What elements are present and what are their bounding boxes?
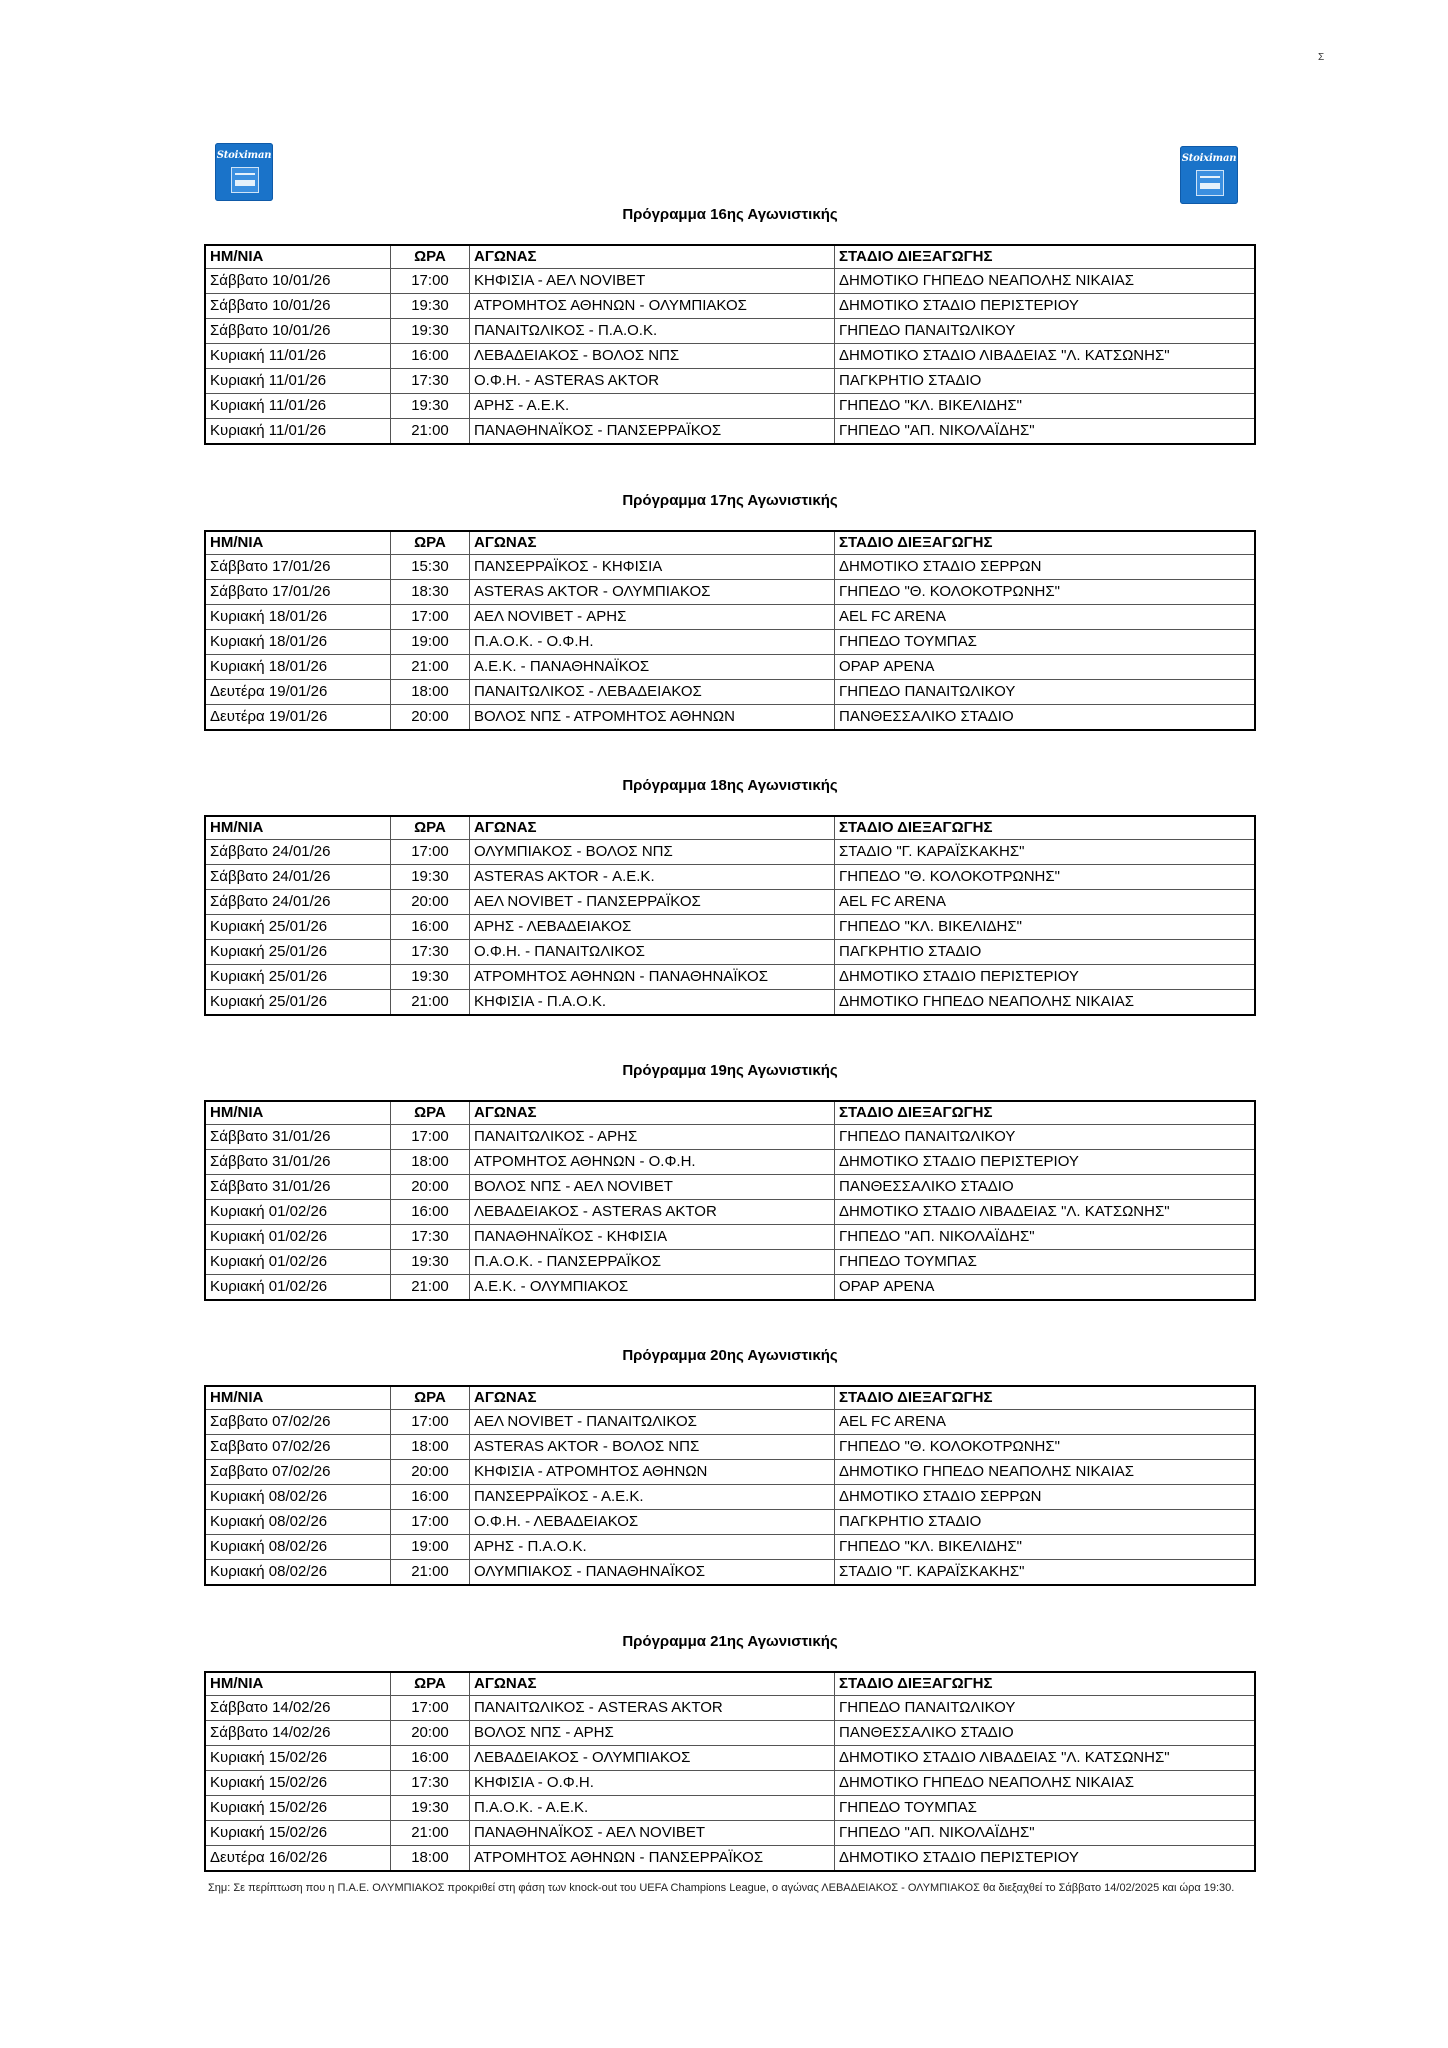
- cell-time: 17:00: [391, 1510, 470, 1535]
- cell-date: Κυριακή 15/02/26: [205, 1746, 391, 1771]
- cell-time: 21:00: [391, 1275, 470, 1301]
- cell-match: ΠΑΝΣΕΡΡΑΪΚΟΣ - Α.Ε.Κ.: [470, 1485, 835, 1510]
- cell-date: Κυριακή 15/02/26: [205, 1796, 391, 1821]
- cell-time: 16:00: [391, 1485, 470, 1510]
- footnote: Σημ: Σε περίπτωση που η Π.Α.Ε. ΟΛΥΜΠΙΑΚΟΣ προκριθεί στη φάση των knock-out του UEFA Champions League, ο αγώνας ΛΕΒΑΔΕΙΑΚΟΣ - ΟΛΥΜΠΙΑΚΟΣ θα διεξαχθεί το Σάββατο 14/02/2025 και ώρα 19:30.: [208, 1882, 1235, 1894]
- table-row: [205, 580, 1255, 605]
- table-row: [205, 1275, 1255, 1301]
- cell-venue: ΠΑΝΘΕΣΣΑΛΙΚΟ ΣΤΑΔΙΟ: [835, 1175, 1256, 1200]
- table-row: [205, 965, 1255, 990]
- cell-date: Σάββατο 31/01/26: [205, 1150, 391, 1175]
- cell-venue: ΔΗΜΟΤΙΚΟ ΣΤΑΔΙΟ ΛΙΒΑΔΕΙΑΣ "Λ. ΚΑΤΣΩΝΗΣ": [835, 344, 1256, 369]
- header-venue: ΣΤΑΔΙΟ ΔΙΕΞΑΓΩΓΗΣ: [835, 1672, 1256, 1696]
- cell-match: Α.Ε.Κ. - ΟΛΥΜΠΙΑΚΟΣ: [470, 1275, 835, 1301]
- cell-match: ΑΡΗΣ - ΛΕΒΑΔΕΙΑΚΟΣ: [470, 915, 835, 940]
- cell-date: Σάββατο 31/01/26: [205, 1125, 391, 1150]
- cell-date: Δευτέρα 16/02/26: [205, 1846, 391, 1872]
- schedule-table: [204, 1100, 1256, 1301]
- cell-time: 19:00: [391, 630, 470, 655]
- cell-venue: ΓΗΠΕΔΟ "ΑΠ. ΝΙΚΟΛΑΪΔΗΣ": [835, 419, 1256, 445]
- cell-date: Κυριακή 25/01/26: [205, 965, 391, 990]
- cell-time: 19:00: [391, 1535, 470, 1560]
- schedule-table: [204, 244, 1256, 445]
- cell-date: Σάββατο 17/01/26: [205, 580, 391, 605]
- cell-venue: ΠΑΓΚΡΗΤΙΟ ΣΤΑΔΙΟ: [835, 1510, 1256, 1535]
- cell-venue: ΔΗΜΟΤΙΚΟ ΣΤΑΔΙΟ ΣΕΡΡΩΝ: [835, 555, 1256, 580]
- cell-venue: ΔΗΜΟΤΙΚΟ ΣΤΑΔΙΟ ΠΕΡΙΣΤΕΡΙΟΥ: [835, 1846, 1256, 1872]
- cell-venue: ΓΗΠΕΔΟ ΠΑΝΑΙΤΩΛΙΚΟΥ: [835, 1696, 1256, 1721]
- cell-venue: ΓΗΠΕΔΟ "Θ. ΚΟΛΟΚΟΤΡΩΝΗΣ": [835, 1435, 1256, 1460]
- table-row: [205, 705, 1255, 731]
- cell-date: Κυριακή 18/01/26: [205, 655, 391, 680]
- cell-date: Κυριακή 11/01/26: [205, 344, 391, 369]
- cell-date: Κυριακή 08/02/26: [205, 1485, 391, 1510]
- header-time: ΩΡΑ: [391, 1386, 470, 1410]
- cell-match: ASTERAS AKTOR - Α.Ε.Κ.: [470, 865, 835, 890]
- table-row: [205, 940, 1255, 965]
- header-venue: ΣΤΑΔΙΟ ΔΙΕΞΑΓΩΓΗΣ: [835, 1386, 1256, 1410]
- cell-time: 16:00: [391, 915, 470, 940]
- cell-date: Κυριακή 18/01/26: [205, 605, 391, 630]
- cell-time: 19:30: [391, 394, 470, 419]
- cell-date: Σάββατο 24/01/26: [205, 890, 391, 915]
- header-match: ΑΓΩΝΑΣ: [470, 1386, 835, 1410]
- cell-venue: ΓΗΠΕΔΟ "ΚΛ. ΒΙΚΕΛΙΔΗΣ": [835, 915, 1256, 940]
- table-row: [205, 419, 1255, 445]
- cell-match: Ο.Φ.Η. - ASTERAS AKTOR: [470, 369, 835, 394]
- cell-date: Κυριακή 18/01/26: [205, 630, 391, 655]
- header-row: [205, 531, 1255, 555]
- cell-venue: ΓΗΠΕΔΟ ΤΟΥΜΠΑΣ: [835, 1796, 1256, 1821]
- cell-date: Κυριακή 15/02/26: [205, 1771, 391, 1796]
- table-row: [205, 1250, 1255, 1275]
- cell-match: Ο.Φ.Η. - ΠΑΝΑΙΤΩΛΙΚΟΣ: [470, 940, 835, 965]
- cell-match: ΠΑΝΑΙΤΩΛΙΚΟΣ - ΛΕΒΑΔΕΙΑΚΟΣ: [470, 680, 835, 705]
- cell-date: Κυριακή 01/02/26: [205, 1200, 391, 1225]
- round-title: Πρόγραμμα 20ης Αγωνιστικής: [622, 1347, 838, 1364]
- header-date: ΗΜ/ΝΙΑ: [205, 531, 391, 555]
- table-row: [205, 555, 1255, 580]
- schedule-table: [204, 530, 1256, 731]
- cell-date: Σάββατο 10/01/26: [205, 294, 391, 319]
- cell-venue: ΓΗΠΕΔΟ "ΑΠ. ΝΙΚΟΛΑΪΔΗΣ": [835, 1225, 1256, 1250]
- cell-time: 16:00: [391, 1200, 470, 1225]
- cell-time: 21:00: [391, 419, 470, 445]
- table-row: [205, 394, 1255, 419]
- cell-time: 17:00: [391, 840, 470, 865]
- cell-date: Κυριακή 11/01/26: [205, 419, 391, 445]
- header-venue: ΣΤΑΔΙΟ ΔΙΕΞΑΓΩΓΗΣ: [835, 1101, 1256, 1125]
- cell-venue: ΓΗΠΕΔΟ "ΚΛ. ΒΙΚΕΛΙΔΗΣ": [835, 1535, 1256, 1560]
- header-time: ΩΡΑ: [391, 1672, 470, 1696]
- table-row: [205, 1821, 1255, 1846]
- logo-text: Stoiximan: [216, 150, 272, 161]
- cell-date: Κυριακή 25/01/26: [205, 990, 391, 1016]
- cell-venue: ΓΗΠΕΔΟ ΤΟΥΜΠΑΣ: [835, 630, 1256, 655]
- cell-match: Π.Α.Ο.Κ. - Ο.Φ.Η.: [470, 630, 835, 655]
- cell-date: Κυριακή 01/02/26: [205, 1225, 391, 1250]
- table-row: [205, 605, 1255, 630]
- cell-time: 17:30: [391, 940, 470, 965]
- cell-match: ΑΡΗΣ - Α.Ε.Κ.: [470, 394, 835, 419]
- cell-time: 17:00: [391, 1410, 470, 1435]
- cell-time: 17:00: [391, 269, 470, 294]
- cell-venue: ΣΤΑΔΙΟ "Γ. ΚΑΡΑΪΣΚΑΚΗΣ": [835, 840, 1256, 865]
- cell-venue: ΓΗΠΕΔΟ "ΚΛ. ΒΙΚΕΛΙΔΗΣ": [835, 394, 1256, 419]
- cell-venue: ΔΗΜΟΤΙΚΟ ΓΗΠΕΔΟ ΝΕΑΠΟΛΗΣ ΝΙΚΑΙΑΣ: [835, 990, 1256, 1016]
- cell-match: ΑΤΡΟΜΗΤΟΣ ΑΘΗΝΩΝ - ΟΛΥΜΠΙΑΚΟΣ: [470, 294, 835, 319]
- table-row: [205, 344, 1255, 369]
- header-row: [205, 1386, 1255, 1410]
- cell-match: ASTERAS AKTOR - ΒΟΛΟΣ ΝΠΣ: [470, 1435, 835, 1460]
- cell-time: 19:30: [391, 965, 470, 990]
- cell-time: 18:00: [391, 1435, 470, 1460]
- cell-match: ΒΟΛΟΣ ΝΠΣ - ΑΤΡΟΜΗΤΟΣ ΑΘΗΝΩΝ: [470, 705, 835, 731]
- header-time: ΩΡΑ: [391, 245, 470, 269]
- header-match: ΑΓΩΝΑΣ: [470, 245, 835, 269]
- cell-match: Ο.Φ.Η. - ΛΕΒΑΔΕΙΑΚΟΣ: [470, 1510, 835, 1535]
- header-row: [205, 816, 1255, 840]
- page-mark: Σ: [1318, 52, 1325, 63]
- cell-match: ΑΕΛ NOVIBET - ΑΡΗΣ: [470, 605, 835, 630]
- cell-time: 20:00: [391, 890, 470, 915]
- table-row: [205, 890, 1255, 915]
- cell-match: ΠΑΝΑΙΤΩΛΙΚΟΣ - Π.Α.Ο.Κ.: [470, 319, 835, 344]
- schedule-table: [204, 1671, 1256, 1872]
- cell-date: Σάββατο 31/01/26: [205, 1175, 391, 1200]
- cell-match: ΑΤΡΟΜΗΤΟΣ ΑΘΗΝΩΝ - ΠΑΝΑΘΗΝΑΪΚΟΣ: [470, 965, 835, 990]
- cell-date: Κυριακή 11/01/26: [205, 394, 391, 419]
- header-match: ΑΓΩΝΑΣ: [470, 531, 835, 555]
- cell-time: 20:00: [391, 1460, 470, 1485]
- cell-venue: ΠΑΓΚΡΗΤΙΟ ΣΤΑΔΙΟ: [835, 369, 1256, 394]
- cell-time: 20:00: [391, 1175, 470, 1200]
- cell-venue: ΔΗΜΟΤΙΚΟ ΣΤΑΔΙΟ ΣΕΡΡΩΝ: [835, 1485, 1256, 1510]
- cell-match: Π.Α.Ο.Κ. - ΠΑΝΣΕΡΡΑΪΚΟΣ: [470, 1250, 835, 1275]
- table-row: [205, 680, 1255, 705]
- table-row: [205, 840, 1255, 865]
- cell-date: Κυριακή 01/02/26: [205, 1275, 391, 1301]
- table-row: [205, 1200, 1255, 1225]
- cell-time: 19:30: [391, 294, 470, 319]
- cell-date: Σάββατο 10/01/26: [205, 269, 391, 294]
- cell-date: Σαββατο 07/02/26: [205, 1460, 391, 1485]
- cell-time: 17:30: [391, 1225, 470, 1250]
- cell-time: 20:00: [391, 705, 470, 731]
- cell-match: Α.Ε.Κ. - ΠΑΝΑΘΗΝΑΪΚΟΣ: [470, 655, 835, 680]
- stoiximan-logo-left: [215, 143, 273, 201]
- logo-text: Stoiximan: [1181, 153, 1237, 164]
- table-row: [205, 915, 1255, 940]
- cell-match: ΚΗΦΙΣΙΑ - ΑΤΡΟΜΗΤΟΣ ΑΘΗΝΩΝ: [470, 1460, 835, 1485]
- header-venue: ΣΤΑΔΙΟ ΔΙΕΞΑΓΩΓΗΣ: [835, 816, 1256, 840]
- cell-match: ΛΕΒΑΔΕΙΑΚΟΣ - ASTERAS AKTOR: [470, 1200, 835, 1225]
- cell-match: ASTERAS AKTOR - ΟΛΥΜΠΙΑΚΟΣ: [470, 580, 835, 605]
- header-date: ΗΜ/ΝΙΑ: [205, 1101, 391, 1125]
- cell-match: ΑΕΛ NOVIBET - ΠΑΝΑΙΤΩΛΙΚΟΣ: [470, 1410, 835, 1435]
- table-row: [205, 1410, 1255, 1435]
- header-time: ΩΡΑ: [391, 531, 470, 555]
- cell-date: Σάββατο 14/02/26: [205, 1721, 391, 1746]
- cell-date: Κυριακή 01/02/26: [205, 1250, 391, 1275]
- cell-venue: ΔΗΜΟΤΙΚΟ ΣΤΑΔΙΟ ΛΙΒΑΔΕΙΑΣ "Λ. ΚΑΤΣΩΝΗΣ": [835, 1200, 1256, 1225]
- cell-time: 18:30: [391, 580, 470, 605]
- cell-date: Σαββατο 07/02/26: [205, 1435, 391, 1460]
- cell-venue: OPAP ΑΡΕΝΑ: [835, 1275, 1256, 1301]
- cell-time: 21:00: [391, 655, 470, 680]
- cell-date: Κυριακή 25/01/26: [205, 940, 391, 965]
- table-row: [205, 1510, 1255, 1535]
- header-date: ΗΜ/ΝΙΑ: [205, 1386, 391, 1410]
- round-title: Πρόγραμμα 17ης Αγωνιστικής: [622, 492, 838, 509]
- table-row: [205, 655, 1255, 680]
- cell-time: 15:30: [391, 555, 470, 580]
- cell-venue: ΠΑΝΘΕΣΣΑΛΙΚΟ ΣΤΑΔΙΟ: [835, 705, 1256, 731]
- table-row: [205, 1846, 1255, 1872]
- header-date: ΗΜ/ΝΙΑ: [205, 245, 391, 269]
- cell-time: 17:30: [391, 1771, 470, 1796]
- cell-time: 16:00: [391, 344, 470, 369]
- cell-venue: ΣΤΑΔΙΟ "Γ. ΚΑΡΑΪΣΚΑΚΗΣ": [835, 1560, 1256, 1586]
- cell-date: Σάββατο 24/01/26: [205, 840, 391, 865]
- header-time: ΩΡΑ: [391, 816, 470, 840]
- table-row: [205, 369, 1255, 394]
- cell-venue: ΓΗΠΕΔΟ "ΑΠ. ΝΙΚΟΛΑΪΔΗΣ": [835, 1821, 1256, 1846]
- cell-match: ΠΑΝΑΘΗΝΑΪΚΟΣ - ΚΗΦΙΣΙΑ: [470, 1225, 835, 1250]
- table-row: [205, 865, 1255, 890]
- header-row: [205, 245, 1255, 269]
- header-venue: ΣΤΑΔΙΟ ΔΙΕΞΑΓΩΓΗΣ: [835, 245, 1256, 269]
- cell-venue: ΓΗΠΕΔΟ ΠΑΝΑΙΤΩΛΙΚΟΥ: [835, 680, 1256, 705]
- cell-date: Σαββατο 07/02/26: [205, 1410, 391, 1435]
- header-venue: ΣΤΑΔΙΟ ΔΙΕΞΑΓΩΓΗΣ: [835, 531, 1256, 555]
- cell-time: 18:00: [391, 1846, 470, 1872]
- table-row: [205, 1225, 1255, 1250]
- cell-venue: ΔΗΜΟΤΙΚΟ ΣΤΑΔΙΟ ΠΕΡΙΣΤΕΡΙΟΥ: [835, 294, 1256, 319]
- header-match: ΑΓΩΝΑΣ: [470, 1101, 835, 1125]
- cell-date: Σάββατο 17/01/26: [205, 555, 391, 580]
- header-match: ΑΓΩΝΑΣ: [470, 1672, 835, 1696]
- table-row: [205, 1435, 1255, 1460]
- cell-venue: AEL FC ARENA: [835, 605, 1256, 630]
- cell-match: ΟΛΥΜΠΙΑΚΟΣ - ΒΟΛΟΣ ΝΠΣ: [470, 840, 835, 865]
- table-row: [205, 294, 1255, 319]
- cell-date: Κυριακή 25/01/26: [205, 915, 391, 940]
- cell-time: 21:00: [391, 1821, 470, 1846]
- cell-time: 21:00: [391, 1560, 470, 1586]
- cell-time: 17:30: [391, 369, 470, 394]
- header-match: ΑΓΩΝΑΣ: [470, 816, 835, 840]
- round-title: Πρόγραμμα 21ης Αγωνιστικής: [622, 1633, 838, 1650]
- header-date: ΗΜ/ΝΙΑ: [205, 1672, 391, 1696]
- table-row: [205, 1175, 1255, 1200]
- table-row: [205, 630, 1255, 655]
- table-row: [205, 1485, 1255, 1510]
- stoiximan-logo-right: [1180, 146, 1238, 204]
- cell-venue: AEL FC ARENA: [835, 1410, 1256, 1435]
- cell-venue: ΓΗΠΕΔΟ ΤΟΥΜΠΑΣ: [835, 1250, 1256, 1275]
- logo-badge-icon: [231, 167, 259, 193]
- cell-date: Κυριακή 08/02/26: [205, 1560, 391, 1586]
- table-row: [205, 1560, 1255, 1586]
- table-row: [205, 1150, 1255, 1175]
- cell-time: 18:00: [391, 1150, 470, 1175]
- cell-match: ΑΤΡΟΜΗΤΟΣ ΑΘΗΝΩΝ - Ο.Φ.Η.: [470, 1150, 835, 1175]
- cell-venue: ΔΗΜΟΤΙΚΟ ΣΤΑΔΙΟ ΠΕΡΙΣΤΕΡΙΟΥ: [835, 965, 1256, 990]
- table-row: [205, 1721, 1255, 1746]
- table-row: [205, 1535, 1255, 1560]
- logo-badge-icon: [1196, 170, 1224, 196]
- round-title: Πρόγραμμα 18ης Αγωνιστικής: [622, 777, 838, 794]
- cell-time: 19:30: [391, 1250, 470, 1275]
- cell-venue: ΠΑΝΘΕΣΣΑΛΙΚΟ ΣΤΑΔΙΟ: [835, 1721, 1256, 1746]
- cell-date: Σάββατο 10/01/26: [205, 319, 391, 344]
- round-title: Πρόγραμμα 19ης Αγωνιστικής: [622, 1062, 838, 1079]
- table-row: [205, 1125, 1255, 1150]
- cell-match: ΠΑΝΑΙΤΩΛΙΚΟΣ - ΑΡΗΣ: [470, 1125, 835, 1150]
- cell-venue: ΔΗΜΟΤΙΚΟ ΓΗΠΕΔΟ ΝΕΑΠΟΛΗΣ ΝΙΚΑΙΑΣ: [835, 1460, 1256, 1485]
- cell-match: ΠΑΝΑΘΗΝΑΪΚΟΣ - ΑΕΛ NOVIBET: [470, 1821, 835, 1846]
- cell-date: Κυριακή 08/02/26: [205, 1510, 391, 1535]
- cell-venue: ΔΗΜΟΤΙΚΟ ΓΗΠΕΔΟ ΝΕΑΠΟΛΗΣ ΝΙΚΑΙΑΣ: [835, 269, 1256, 294]
- cell-match: ΑΤΡΟΜΗΤΟΣ ΑΘΗΝΩΝ - ΠΑΝΣΕΡΡΑΪΚΟΣ: [470, 1846, 835, 1872]
- header-row: [205, 1101, 1255, 1125]
- cell-date: Κυριακή 08/02/26: [205, 1535, 391, 1560]
- cell-match: ΚΗΦΙΣΙΑ - Π.Α.Ο.Κ.: [470, 990, 835, 1016]
- table-row: [205, 1460, 1255, 1485]
- table-row: [205, 319, 1255, 344]
- cell-time: 17:00: [391, 605, 470, 630]
- header-time: ΩΡΑ: [391, 1101, 470, 1125]
- cell-date: Σάββατο 24/01/26: [205, 865, 391, 890]
- cell-date: Δευτέρα 19/01/26: [205, 705, 391, 731]
- cell-match: ΑΕΛ NOVIBET - ΠΑΝΣΕΡΡΑΪΚΟΣ: [470, 890, 835, 915]
- schedule-table: [204, 815, 1256, 1016]
- cell-match: ΛΕΒΑΔΕΙΑΚΟΣ - ΒΟΛΟΣ ΝΠΣ: [470, 344, 835, 369]
- table-row: [205, 269, 1255, 294]
- table-row: [205, 1796, 1255, 1821]
- cell-venue: ΓΗΠΕΔΟ ΠΑΝΑΙΤΩΛΙΚΟΥ: [835, 1125, 1256, 1150]
- cell-date: Σάββατο 14/02/26: [205, 1696, 391, 1721]
- cell-match: ΠΑΝΑΙΤΩΛΙΚΟΣ - ASTERAS AKTOR: [470, 1696, 835, 1721]
- cell-match: ΒΟΛΟΣ ΝΠΣ - ΑΡΗΣ: [470, 1721, 835, 1746]
- cell-time: 20:00: [391, 1721, 470, 1746]
- table-row: [205, 1696, 1255, 1721]
- cell-venue: ΓΗΠΕΔΟ "Θ. ΚΟΛΟΚΟΤΡΩΝΗΣ": [835, 580, 1256, 605]
- cell-time: 21:00: [391, 990, 470, 1016]
- cell-match: ΛΕΒΑΔΕΙΑΚΟΣ - ΟΛΥΜΠΙΑΚΟΣ: [470, 1746, 835, 1771]
- cell-venue: ΓΗΠΕΔΟ "Θ. ΚΟΛΟΚΟΤΡΩΝΗΣ": [835, 865, 1256, 890]
- cell-venue: ΓΗΠΕΔΟ ΠΑΝΑΙΤΩΛΙΚΟΥ: [835, 319, 1256, 344]
- cell-time: 17:00: [391, 1125, 470, 1150]
- cell-time: 19:30: [391, 1796, 470, 1821]
- cell-time: 16:00: [391, 1746, 470, 1771]
- header-row: [205, 1672, 1255, 1696]
- cell-time: 18:00: [391, 680, 470, 705]
- header-date: ΗΜ/ΝΙΑ: [205, 816, 391, 840]
- cell-venue: OPAP ΑΡΕΝΑ: [835, 655, 1256, 680]
- cell-date: Κυριακή 11/01/26: [205, 369, 391, 394]
- cell-date: Δευτέρα 19/01/26: [205, 680, 391, 705]
- cell-match: Π.Α.Ο.Κ. - Α.Ε.Κ.: [470, 1796, 835, 1821]
- cell-match: ΟΛΥΜΠΙΑΚΟΣ - ΠΑΝΑΘΗΝΑΪΚΟΣ: [470, 1560, 835, 1586]
- cell-match: ΑΡΗΣ - Π.Α.Ο.Κ.: [470, 1535, 835, 1560]
- table-row: [205, 1771, 1255, 1796]
- round-title: Πρόγραμμα 16ης Αγωνιστικής: [622, 206, 838, 223]
- cell-time: 19:30: [391, 865, 470, 890]
- cell-venue: AEL FC ARENA: [835, 890, 1256, 915]
- cell-match: ΠΑΝΣΕΡΡΑΪΚΟΣ - ΚΗΦΙΣΙΑ: [470, 555, 835, 580]
- cell-venue: ΔΗΜΟΤΙΚΟ ΣΤΑΔΙΟ ΛΙΒΑΔΕΙΑΣ "Λ. ΚΑΤΣΩΝΗΣ": [835, 1746, 1256, 1771]
- cell-time: 19:30: [391, 319, 470, 344]
- cell-venue: ΠΑΓΚΡΗΤΙΟ ΣΤΑΔΙΟ: [835, 940, 1256, 965]
- cell-match: ΠΑΝΑΘΗΝΑΪΚΟΣ - ΠΑΝΣΕΡΡΑΪΚΟΣ: [470, 419, 835, 445]
- cell-venue: ΔΗΜΟΤΙΚΟ ΣΤΑΔΙΟ ΠΕΡΙΣΤΕΡΙΟΥ: [835, 1150, 1256, 1175]
- schedule-table: [204, 1385, 1256, 1586]
- table-row: [205, 990, 1255, 1016]
- cell-match: ΒΟΛΟΣ ΝΠΣ - ΑΕΛ NOVIBET: [470, 1175, 835, 1200]
- cell-date: Κυριακή 15/02/26: [205, 1821, 391, 1846]
- cell-match: ΚΗΦΙΣΙΑ - ΑΕΛ NOVIBET: [470, 269, 835, 294]
- cell-venue: ΔΗΜΟΤΙΚΟ ΓΗΠΕΔΟ ΝΕΑΠΟΛΗΣ ΝΙΚΑΙΑΣ: [835, 1771, 1256, 1796]
- cell-time: 17:00: [391, 1696, 470, 1721]
- cell-match: ΚΗΦΙΣΙΑ - Ο.Φ.Η.: [470, 1771, 835, 1796]
- table-row: [205, 1746, 1255, 1771]
